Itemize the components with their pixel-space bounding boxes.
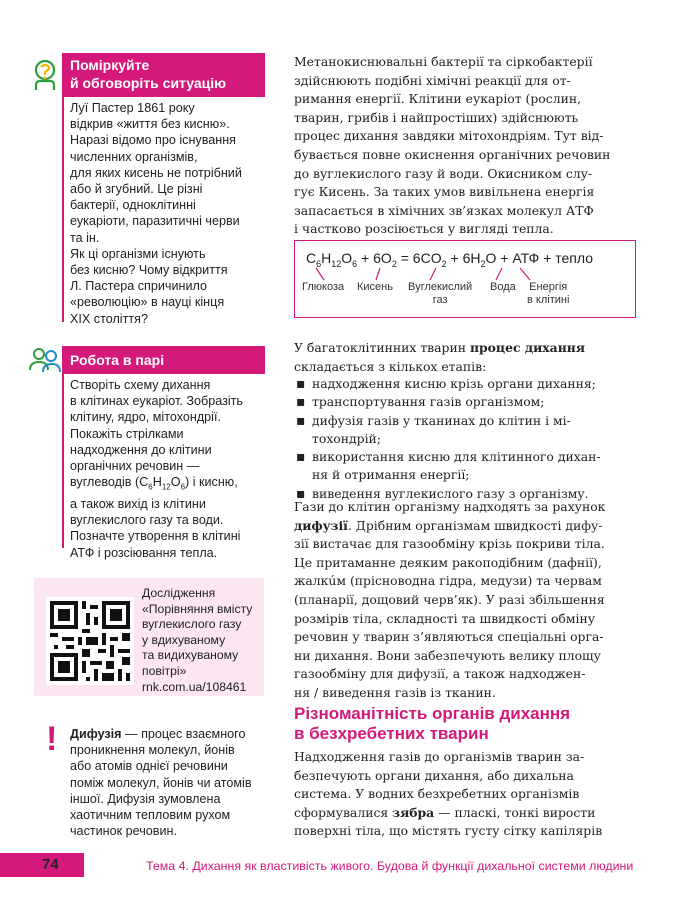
definition-text: [70, 726, 258, 839]
footer-topic: Тема 4. Дихання як властивість живого. Будова й функції дихальної системи людини: [146, 859, 634, 873]
eq-sub-9: 2: [441, 258, 447, 269]
eq-part-0: C: [306, 250, 317, 266]
label-energy-line1: Енергія: [529, 281, 568, 293]
eq-sub-11: 2: [480, 258, 486, 269]
list-item: ▪ виведення вуглекислого газу з організму.: [294, 485, 639, 503]
breathing-stages-list: [294, 375, 639, 503]
eq-part-6: + 6O: [357, 250, 392, 266]
eq-sub-3: 12: [331, 258, 342, 269]
pair-box-text: [70, 377, 265, 561]
definition-body: — процес взаємного проникнення молекул, йонів або атомів однієї речовини поміж молекул, йонів чи атомів іншої. Дифузія зумовлена хаотичним тепловим рухом частинок речовин.: [70, 727, 252, 839]
label-co2-line1: Вуглекислий: [408, 281, 473, 293]
formula-c-sub: 6: [148, 482, 153, 492]
qr-code[interactable]: [46, 597, 134, 685]
eq-part-12: O + АТФ + тепло: [485, 250, 593, 266]
formula-h: H: [152, 475, 162, 490]
eq-part-2: H: [321, 250, 332, 266]
think-box-text: Луї Пастер 1861 року відкрив «життя без кисню». Наразі відомо про існування численних організмів, для яких кисень не потрібний або й згубний. Це різні бактерії, одноклітинні еукаріоти, паразитичні черви та ін. Як ці організми існують без кисню? Чому відкриття Л. Пастера спричинило «революцію» в науці кінця XIX століття?: [70, 101, 242, 326]
label-co2: [408, 281, 472, 307]
page-number: 74: [42, 856, 59, 873]
pair-work-icon: [28, 344, 62, 376]
para2-after: складається з кількох етапів:: [294, 358, 487, 374]
eq-sub-7: 2: [391, 258, 397, 269]
list-item: ▪ надходження кисню крізь органи дихання;: [294, 375, 639, 393]
formula-c: C: [139, 475, 149, 490]
para3-after: . Дрібним організмам швидкості дифу- зії вистачає для газообміну крізь покриви тіла. Це притаманне деяким ракоподібним (дафнії), жалкúм (прісноводна гідра, медузи) та червам (планарії, дощовий черв’як). У разі збільшення розмірів тіла, складності та швидкості обміну речовин у тварин з’являються спеціальні орга- ни дихання. Вони забезпечують велику площу газообміну для дифузії, а також надходжен- ня / виведення газів із тканин.: [294, 517, 605, 700]
para4-bold: зябра: [392, 804, 435, 820]
paragraph-3: [294, 498, 636, 703]
list-item: ▪ використання кисню для клітинного дихан- ня й отримання енергії;: [294, 448, 639, 485]
think-box-title-line2: й обговоріть ситуацію: [70, 75, 227, 91]
label-energy: [527, 281, 569, 307]
pair-box-border: [62, 374, 64, 548]
formula-h-sub: 12: [161, 482, 171, 492]
eq-part-4: O: [341, 250, 353, 266]
think-box-header: [62, 53, 265, 97]
formula-o: O: [170, 475, 181, 490]
eq-sub-1: 6: [316, 258, 322, 269]
pair-box-header: [62, 346, 265, 374]
eq-sub-5: 6: [352, 258, 358, 269]
research-text: Дослідження «Порівняння вмісту вуглекислого газу у вдихуваному та видихуваному повітрі» rnk.com.ua/108461: [142, 586, 253, 694]
paragraph-2: [294, 339, 636, 376]
label-energy-line2: в клітині: [527, 294, 570, 306]
para3-bold: дифузії: [294, 517, 348, 533]
label-glucose: Глюкоза: [302, 281, 345, 293]
formula-o-sub: 6: [180, 482, 186, 492]
pair-text-before: Створіть схему дихання в клітинах еукаріот. Зобразіть клітину, ядро, мітохондрії. Покажіть стрілками надходження до клітини органічних речовин — вуглеводів (: [70, 378, 243, 490]
section-heading-line1: Різноманітність органів дихання: [294, 704, 571, 723]
list-item: ▪ дифузія газів у тканинах до клітин і мі- тохондрій;: [294, 412, 639, 449]
para3-before: Гази до клітин організму надходять за рахунок: [294, 499, 606, 514]
definition-term: Дифузія: [70, 727, 122, 741]
paragraph-4: [294, 748, 636, 841]
eq-part-8: = 6CO: [396, 250, 442, 266]
paragraph-1: Метанокиснювальні бактерії та сіркобактерії здійснюють подібні хімічні реакції для от- римання енергії. Клітини еукаріот (рослин, тварин, грибів і найпростіших) здійснюють процес дихання завдяки мітохондріям. Тут від- бувається повне окиснення органічних речовин до вуглекислого газу й води. Окисником слу- гує Кисень. За таких умов вивільнена енергія запасається в хімічних зв’язках молекул АТФ і частково розсіюється у вигляді тепла.: [294, 54, 611, 237]
exclamation-icon: !: [46, 720, 58, 758]
para2-bold: процес дихання: [469, 340, 585, 355]
para4-before: Надходження газів до організмів тварин за- безпечують органи дихання, або дихальна система. У водних безхребетних організмів сформувалися: [294, 749, 585, 820]
label-co2-line2: газ: [432, 294, 448, 306]
section-heading-line2: в безхребетних тварин: [294, 724, 489, 743]
pair-text-after: ) і кисню, а також вихід із клітини вуглекислого газу та води. Позначте утворення в клітині АТФ і розсіювання тепла.: [70, 475, 241, 560]
label-water: Вода: [490, 281, 516, 293]
think-box-title-line1: Поміркуйте: [70, 57, 150, 73]
label-oxygen: Кисень: [357, 281, 393, 293]
eq-part-10: + 6H: [446, 250, 481, 266]
section-heading: [294, 704, 570, 744]
list-item: ▪ транспортування газів організмом;: [294, 393, 639, 411]
para2-before: У багатоклітинних тварин: [294, 340, 470, 355]
think-box-border: [62, 97, 64, 322]
para4-after: — пласкі, тонкі вирости поверхні тіла, що містять густу сітку капілярів: [294, 804, 603, 839]
pair-box-title: Робота в парі: [70, 352, 165, 368]
think-icon: [30, 58, 62, 92]
